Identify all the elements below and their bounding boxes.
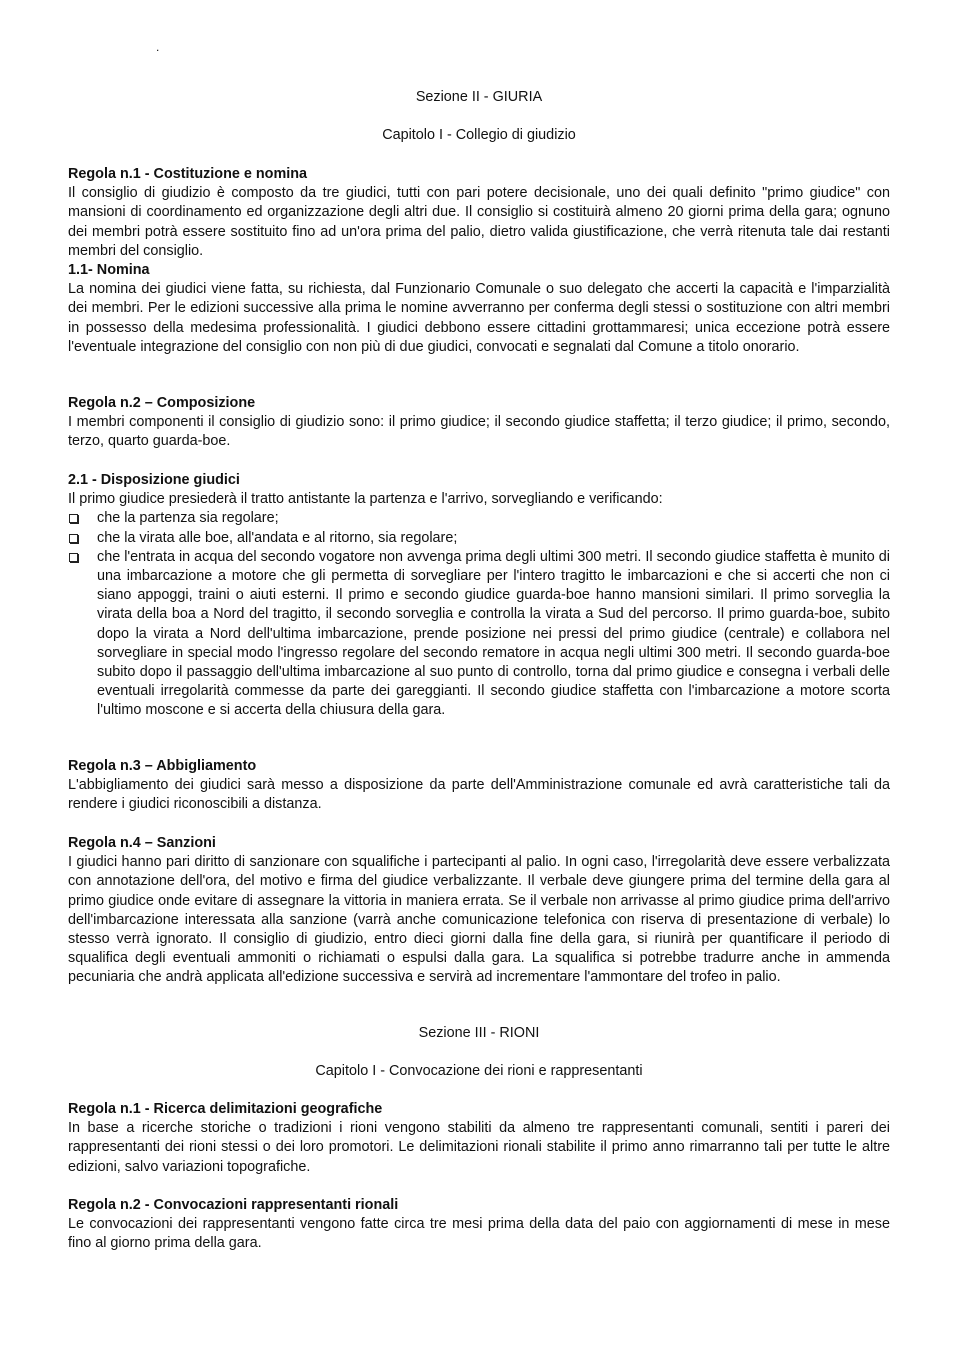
list-item — [68, 509, 890, 528]
s2-rule-1 — [68, 165, 890, 357]
s2-rule-2 — [68, 394, 890, 452]
list-item-text: che l'entrata in acqua del secondo vogatore non avvenga prima degli ultimi 300 metri. Il secondo giudice staffetta è munito di una imbarcazione a motore che gli permetta di sorvegliare per l'intero tragitto le imbarcazioni e che si accerti che non ci siano appoggi, traini o aiuti esterni. Il primo e secondo giudice guarda-boe hanno mansioni similari. Il primo sorveglia la virata della boa a Nord del tragitto, il secondo sorveglia e controlla la virata a Sud del percorso. Il primo guarda-boe, subito dopo la virata a Nord dell'ultima imbarcazione, prende posizione nei pressi del primo giudice (centrale) e collabora nel sorvegliare in special modo l'ingresso regolare del secondo rematore in acqua negli ultimi 300 metri. Il secondo guarda-boe subito dopo il passaggio dell'ultima imbarcazione al suo punto di controllo, torna dal primo giudice e consegna i verbali delle eventuali irregolarità commesse da parte dei gareggianti. Il secondo giudice staffetta con l'imbarcazione a motore scorta l'ultimo moscone e si accerta della chiusura della gara. — [97, 548, 890, 719]
s2-rule-4-body: I giudici hanno pari diritto di sanzionare con squalifiche i partecipanti al palio. In ogni caso, l'irregolarità deve essere verbalizzata con annotazione dell'ora, del motivo e firma del giudice verbalizzante. Il verbale deve giungere prima del termine della gara al primo giudice onde evitare di assegnare la vittoria in maniera errata. Se il verbale non arrivasse al primo giudice prima dell'arrivo dell'imbarcazione interessata alla sanzione (varrà anche comunicazione telefonica con riserva di presentazione di verbale) lo stesso verrà ignorato. Il consiglio di giudizio, entro dieci giorni dalla fine della gara, si riunirà per quantificare il periodo di squalifica degli eventuali ammoniti o richiamati o espulsi dalla gara. La squalifica si potrebbe tradurre anche in ammenda pecuniaria che andrà applicata all'edizione successiva e servirà ad incrementare l'ammontare del trofeo in palio. — [68, 854, 890, 986]
s3-rule-1-heading: Regola n.1 - Ricerca delimitazioni geografiche — [68, 1101, 383, 1117]
s2-rule-3-body: L'abbigliamento dei giudici sarà messo a disposizione da parte dell'Amministrazione comunale ed avrà caratteristiche tali da rendere i giudici riconoscibili a distanza. — [68, 777, 890, 813]
s2-rule-4 — [68, 834, 890, 988]
section-2-title: Sezione II - GIURIA — [415, 89, 543, 105]
checkbox-bullet-icon — [69, 514, 78, 523]
s3-rule-2-body: Le convocazioni dei rappresentanti vengono fatte circa tre mesi prima della data del paio con aggiornamenti di mese in mese fino al giorno prima della gara. — [68, 1216, 890, 1252]
list-item — [68, 529, 890, 548]
section-3-title: Sezione III - RIONI — [418, 1025, 540, 1041]
s2-rule-3 — [68, 757, 890, 815]
section-3-chapter-title: Capitolo I - Convocazione dei rioni e rappresentanti — [315, 1063, 643, 1079]
s2-rule-2-1-intro: Il primo giudice presiederà il tratto antistante la partenza e l'arrivo, sorvegliando e verificando: — [68, 491, 663, 508]
section-2-chapter-title: Capitolo I - Collegio di giudizio — [382, 127, 576, 143]
s2-rule-1-1-heading: 1.1- Nomina — [68, 262, 150, 279]
s3-rule-1-body: In base a ricerche storiche o tradizioni i rioni vengono stabiliti da almeno tre rappresentanti comunali, sentiti i pareri dei rappresentanti dei rioni stessi o dei loro promotori. Le delimitazioni rionali stabilite il primo anno rimarranno tali per tutte le altre edizioni, salvo variazioni topografiche. — [68, 1120, 890, 1175]
s3-rule-2-heading: Regola n.2 - Convocazioni rappresentanti rionali — [68, 1197, 399, 1213]
s2-rule-2-1 — [68, 471, 890, 721]
s2-rule-3-heading: Regola n.3 – Abbigliamento — [68, 758, 257, 774]
page-marker: . — [156, 40, 160, 54]
s2-rule-1-body: Il consiglio di giudizio è composto da tre giudici, tutti con pari potere decisionale, uno dei quali definito "primo giudice" con mansioni di coordinamento ed organizzazione degli altri due. Il consiglio si costituirà almeno 20 giorni prima della gara; ognuno dei membri potrà essere sostituito fino ad un'ora prima del palio, dietro valida giustificazione, che verrà ritenuta tale dai restanti membri del consiglio. — [68, 185, 890, 259]
checkbox-bullet-icon — [69, 534, 78, 543]
s2-rule-2-heading: Regola n.2 – Composizione — [68, 395, 256, 411]
s2-rule-1-heading: Regola n.1 - Costituzione e nomina — [68, 166, 308, 182]
list-item-text: che la virata alle boe, all'andata e al ritorno, sia regolare; — [97, 529, 458, 546]
s3-rule-1 — [68, 1100, 890, 1177]
s3-rule-2 — [68, 1196, 890, 1254]
s2-rule-2-1-heading: 2.1 - Disposizione giudici — [68, 472, 240, 488]
judge-duties-list — [68, 509, 890, 720]
checkbox-bullet-icon — [69, 553, 78, 562]
list-item — [68, 548, 890, 721]
s2-rule-1-1-body: La nomina dei giudici viene fatta, su richiesta, dal Funzionario Comunale o suo delegato che accerti la capacità e l'imparzialità dei membri. Per le edizioni successive alla prima le nomine avverranno per conferma degli stessi o sostituzione con altri membri in possesso della medesima professionalità. I giudici debbono essere cittadini grottammaresi; unica eccezione potrà essere l'eventuale integrazione del consiglio con non più di due giudici, convocati e segnalati dal Comune a titolo onorario. — [68, 281, 890, 355]
list-item-text: che la partenza sia regolare; — [97, 510, 279, 527]
s2-rule-2-body: I membri componenti il consiglio di giudizio sono: il primo giudice; il secondo giudice staffetta; il terzo giudice; il primo, secondo, terzo, quarto guarda-boe. — [68, 414, 890, 450]
s2-rule-4-heading: Regola n.4 – Sanzioni — [68, 835, 216, 851]
